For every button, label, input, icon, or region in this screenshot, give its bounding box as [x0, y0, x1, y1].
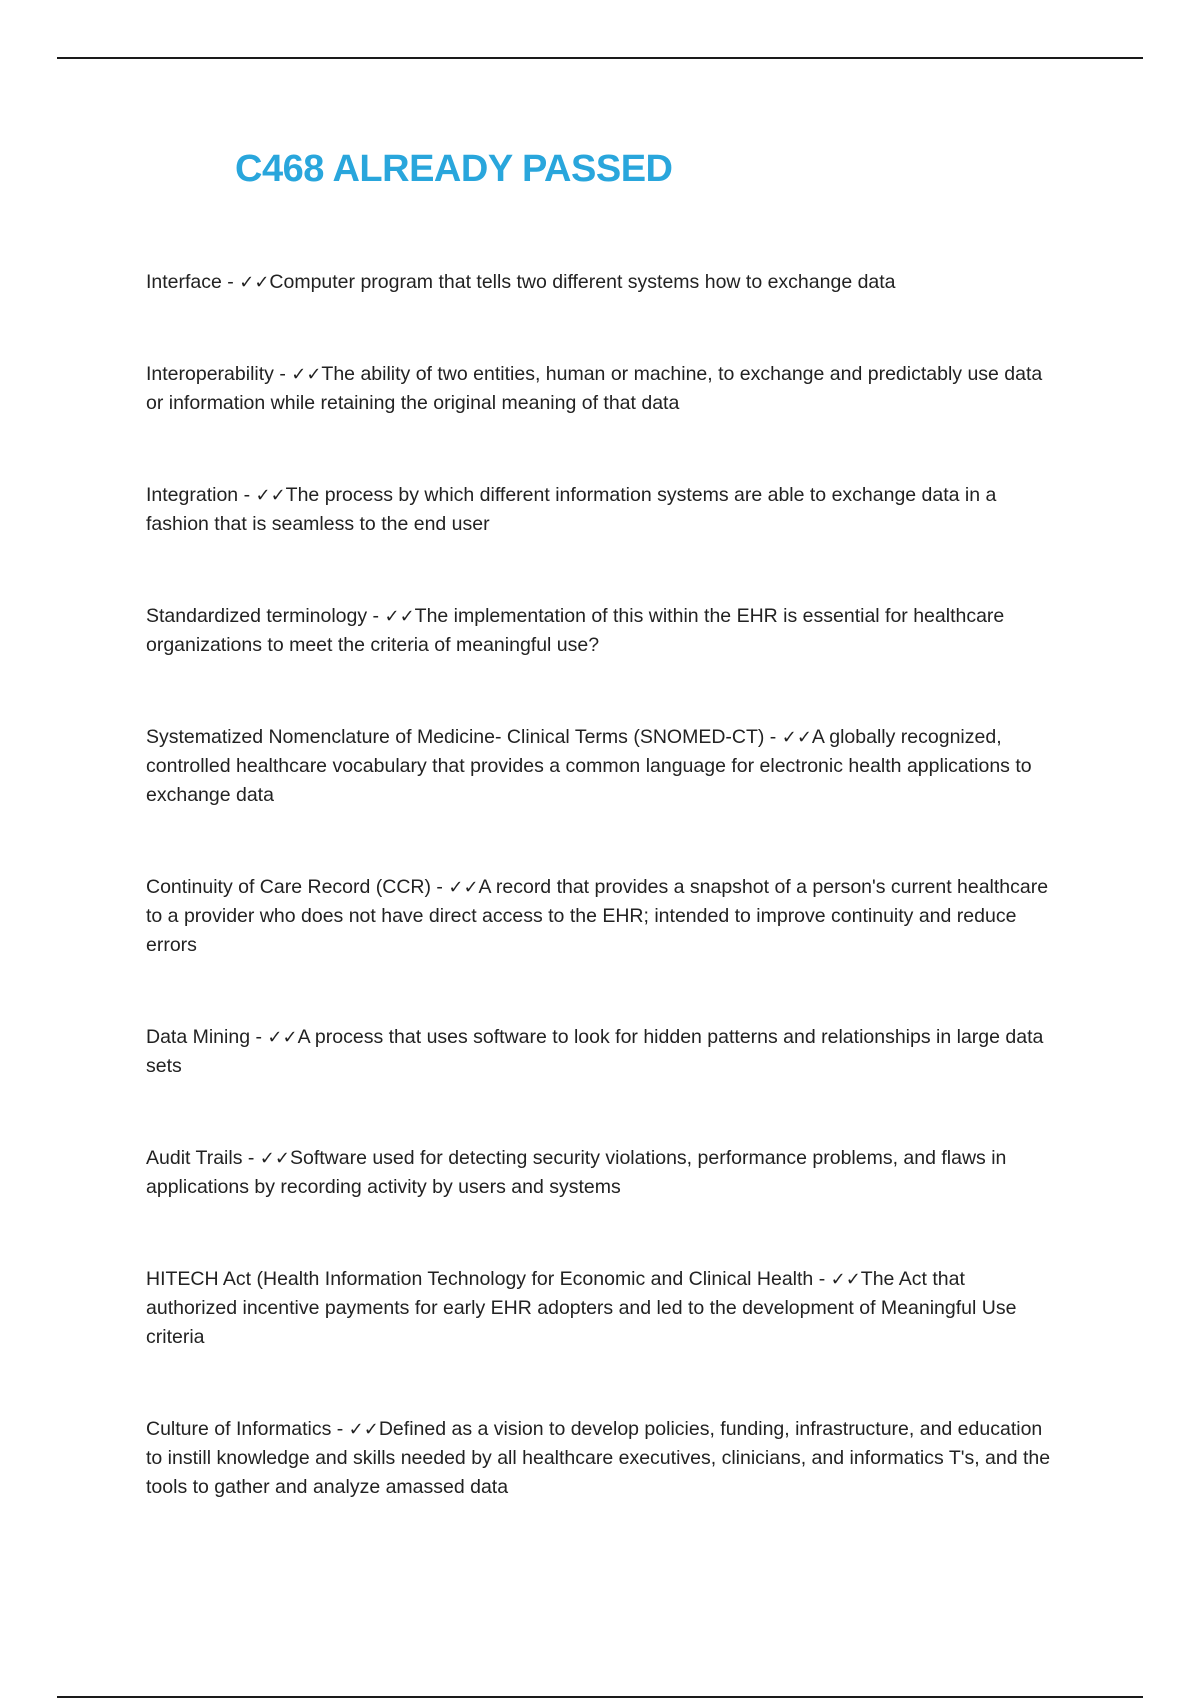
entry-definition: A process that uses software to look for hidden patterns and relationships in large data sets — [146, 1026, 1044, 1077]
term-entry — [146, 1144, 1061, 1202]
double-check-icon: ✓✓ — [448, 877, 479, 898]
double-check-icon: ✓✓ — [348, 1419, 379, 1440]
double-check-icon: ✓✓ — [830, 1269, 861, 1290]
entry-separator: - — [367, 605, 385, 627]
term-entry — [146, 723, 1061, 810]
entry-separator: - — [221, 271, 240, 293]
entry-term: Integration — [146, 484, 239, 506]
flashcard-list — [146, 268, 1061, 1502]
term-entry — [146, 360, 1061, 418]
double-check-icon: ✓✓ — [291, 364, 322, 385]
term-entry — [146, 1023, 1061, 1081]
entry-definition: The ability of two entities, human or machine, to exchange and predictably use data or information while retaining the original meaning of that data — [146, 363, 1043, 414]
term-entry — [146, 1415, 1061, 1502]
double-check-icon: ✓✓ — [384, 606, 415, 627]
entry-definition: A record that provides a snapshot of a person's current healthcare to a provider who does not have direct access to the EHR; intended to improve continuity and reduce errors — [146, 876, 1049, 956]
document-title: C468 ALREADY PASSED — [235, 148, 673, 190]
entry-definition: The Act that authorized incentive payments for early EHR adopters and led to the development of Meaningful Use criteria — [146, 1268, 1017, 1348]
double-check-icon: ✓✓ — [267, 1027, 298, 1048]
header-rule — [57, 57, 1143, 59]
double-check-icon: ✓✓ — [259, 1148, 290, 1169]
double-check-icon: ✓✓ — [255, 485, 286, 506]
entry-separator: - — [242, 1147, 260, 1169]
entry-separator: - — [431, 876, 449, 898]
double-check-icon: ✓✓ — [239, 272, 270, 293]
double-check-icon: ✓✓ — [781, 727, 812, 748]
entry-definition: The process by which different information systems are able to exchange data in a fashion that is seamless to the end user — [146, 484, 997, 535]
entry-term: Standardized terminology — [146, 605, 368, 627]
entry-term: Culture of Informatics — [146, 1418, 332, 1440]
entry-separator: - — [764, 726, 782, 748]
term-entry — [146, 1265, 1061, 1352]
term-entry — [146, 602, 1061, 660]
entry-definition: A globally recognized, controlled healthcare vocabulary that provides a common language for electronic health applications to exchange data — [146, 726, 1032, 806]
entry-term: Systematized Nomenclature of Medicine- Clinical Terms (SNOMED-CT) — [146, 726, 765, 748]
entry-separator: - — [331, 1418, 349, 1440]
entry-separator: - — [238, 484, 256, 506]
term-entry — [146, 268, 1061, 297]
footer-rule — [57, 1696, 1143, 1698]
entry-term: Interface — [146, 271, 222, 293]
entry-term: Audit Trails — [146, 1147, 243, 1169]
entry-separator: - — [273, 363, 292, 385]
entry-term: Data Mining — [146, 1026, 251, 1048]
entry-definition: Computer program that tells two different systems how to exchange data — [269, 271, 896, 293]
entry-term: Continuity of Care Record (CCR) — [146, 876, 432, 898]
entry-term: HITECH Act (Health Information Technology for Economic and Clinical Health — [146, 1268, 814, 1290]
entry-definition: The implementation of this within the EHR is essential for healthcare organizations to meet the criteria of meaningful use? — [146, 605, 1005, 656]
entry-separator: - — [250, 1026, 268, 1048]
term-entry — [146, 481, 1061, 539]
term-entry — [146, 873, 1061, 960]
entry-separator: - — [813, 1268, 831, 1290]
entry-definition: Software used for detecting security violations, performance problems, and flaws in applications by recording activity by users and systems — [146, 1147, 1007, 1198]
entry-definition: Defined as a vision to develop policies, funding, infrastructure, and education to instill knowledge and skills needed by all healthcare executives, clinicians, and informatics T's, and the tools to gather and analyze amassed data — [146, 1418, 1051, 1498]
entry-term: Interoperability — [146, 363, 274, 385]
